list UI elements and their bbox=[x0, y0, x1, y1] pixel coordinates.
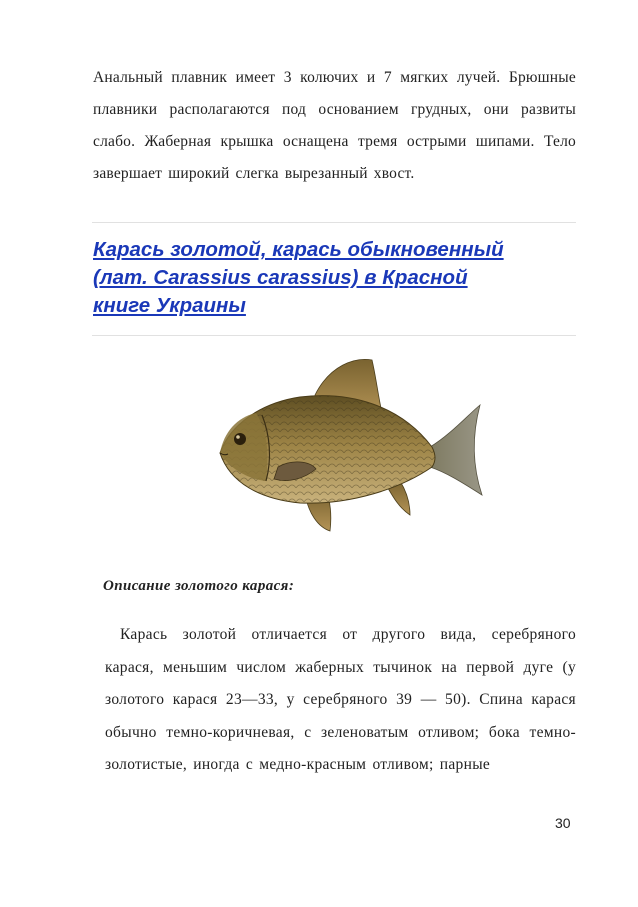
description-text: Карась золотой отличается от другого вида, серебряного карася, меньшим числом жаберных тычинок на первой дуге (у золотого карася 23—33, у серебряного 39 — 50). Спина карася обычно темно-коричневая, с зеленоватым отливом; бока темно-золотистые, иногда с медно-красным отливом; парные bbox=[105, 626, 576, 773]
intro-paragraph: Анальный плавник имеет 3 колючих и 7 мягких лучей. Брюшные плавники располагаются под основанием грудных, они развиты слабо. Жаберная крышка оснащена тремя острыми шипами. Тело завершает широкий слегка вырезанный хвост. bbox=[93, 69, 576, 182]
section-heading-block bbox=[92, 222, 576, 336]
crucian-carp-illustration bbox=[200, 355, 490, 545]
page-number: 30 bbox=[555, 815, 571, 831]
section-title: Описание золотого карася: bbox=[103, 578, 295, 594]
heading-line-2: (лат. Carassius carassius) в Красной bbox=[93, 266, 468, 289]
description-paragraph bbox=[105, 619, 576, 782]
heading-link[interactable] bbox=[93, 236, 577, 320]
heading-line-3: книге Украины bbox=[93, 294, 246, 317]
heading-line-1: Карась золотой, карась обыкновенный bbox=[93, 238, 504, 261]
